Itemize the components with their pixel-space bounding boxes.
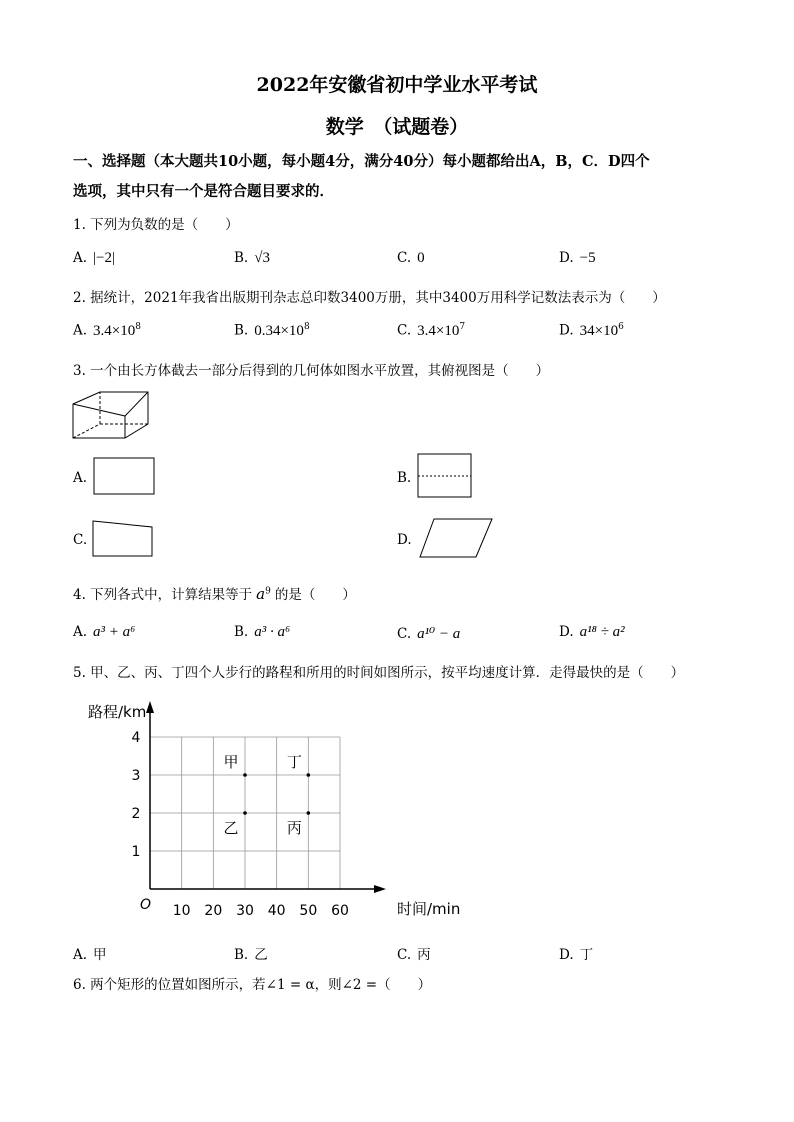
option-value: 0.34×10 xyxy=(254,322,304,339)
option-label: A. xyxy=(73,322,88,339)
question-1-stem: 1. 下列为负数的是（ ） xyxy=(73,217,239,233)
option-b-dashed-rectangle-figure[interactable] xyxy=(417,453,473,499)
data-point-label: 甲 xyxy=(223,753,239,771)
x-axis-arrow xyxy=(374,885,386,893)
option-label: B. xyxy=(234,624,249,640)
option-label: D. xyxy=(559,624,574,640)
option-value: a³ + a⁶ xyxy=(93,624,136,640)
chart-origin-label: O xyxy=(140,897,152,913)
question-1-option-c[interactable] xyxy=(397,250,425,267)
option-value: 3.4×10 xyxy=(93,322,136,339)
option-a-rectangle-figure[interactable] xyxy=(93,457,155,495)
data-point-label: 丁 xyxy=(286,753,302,771)
option-exponent: 7 xyxy=(459,322,466,332)
question-4-stem xyxy=(73,583,356,603)
data-point xyxy=(243,773,247,777)
option-value: a¹⁸ ÷ a² xyxy=(579,624,625,640)
x-tick-label: 30 xyxy=(236,903,254,919)
question-4-option-d[interactable] xyxy=(559,624,625,641)
y-tick-label: 1 xyxy=(131,844,141,860)
question-3-option-d-label[interactable]: D. xyxy=(397,532,412,548)
question-2-option-c[interactable] xyxy=(397,322,465,340)
stem-exponent: 9 xyxy=(265,586,271,597)
question-2-option-b[interactable] xyxy=(234,322,310,340)
question-5-option-d[interactable] xyxy=(559,943,593,963)
option-label: D. xyxy=(559,947,574,963)
option-value: a¹⁰ − a xyxy=(417,626,461,642)
option-value: √3 xyxy=(254,250,270,266)
option-value: 34×10 xyxy=(579,322,619,339)
option-value: 乙 xyxy=(254,947,268,963)
question-1-option-d[interactable] xyxy=(559,250,596,267)
question-5-stem: 5. 甲、乙、丙、丁四个人步行的路程和所用的时间如图所示，按平均速度计算．走得最快的是（ ） xyxy=(73,665,685,681)
chart-y-axis-label: 路程/km xyxy=(88,703,147,721)
question-3-option-c-label[interactable]: C. xyxy=(73,532,88,548)
option-value: 丙 xyxy=(417,947,431,963)
exam-title: 2022年安徽省初中学业水平考试 xyxy=(256,74,538,96)
stem-variable: a xyxy=(256,585,266,603)
question-3-stem: 3. 一个由长方体截去一部分后得到的几何体如图水平放置，其俯视图是（ ） xyxy=(73,363,550,379)
option-label: B. xyxy=(234,250,249,266)
option-value: −5 xyxy=(579,250,596,266)
x-tick-label: 60 xyxy=(331,903,349,919)
question-3-option-a-label[interactable]: A. xyxy=(73,470,88,486)
x-tick-label: 40 xyxy=(267,903,286,919)
x-tick-label: 50 xyxy=(299,903,318,919)
option-value: 丁 xyxy=(579,947,594,963)
option-value: 3.4×10 xyxy=(417,322,460,339)
data-point xyxy=(243,811,247,815)
option-label: B. xyxy=(234,947,249,963)
question-2-stem: 2. 据统计，2021年我省出版期刊杂志总印数3400万册，其中3400万用科学记数法表示为（ ） xyxy=(73,290,666,306)
y-axis-arrow xyxy=(146,701,154,713)
option-label: A. xyxy=(73,947,88,963)
data-point-label: 丙 xyxy=(286,819,302,837)
option-d-parallelogram-figure[interactable] xyxy=(418,517,494,559)
option-exponent: 8 xyxy=(303,322,310,332)
section-heading-line2: 选项，其中只有一个是符合题目要求的． xyxy=(73,183,334,200)
truncated-cuboid-figure xyxy=(70,388,152,442)
stem-text-end: 的是（ ） xyxy=(274,587,356,603)
chart-x-axis-label: 时间/min xyxy=(397,900,461,918)
question-4-option-b[interactable] xyxy=(234,624,290,641)
option-label: A. xyxy=(73,250,88,266)
option-label: C. xyxy=(397,322,412,339)
option-value: 0 xyxy=(417,250,425,266)
option-label: D. xyxy=(559,322,574,339)
question-5-option-b[interactable] xyxy=(234,943,268,963)
option-label: B. xyxy=(234,322,249,339)
section-heading: 一、选择题（本大题共10小题，每小题4分，满分40分）每小题都给出A，B，C．D四个 xyxy=(73,153,650,170)
x-tick-label: 20 xyxy=(204,903,223,919)
data-point-label: 乙 xyxy=(223,819,239,837)
chart-points xyxy=(223,753,310,837)
option-label: A. xyxy=(73,624,88,640)
y-tick-label: 3 xyxy=(131,768,141,784)
exam-subtitle: 数学 （试题卷） xyxy=(325,116,469,138)
question-1-option-b[interactable] xyxy=(234,250,270,267)
stem-text: 4. 下列各式中，计算结果等于 xyxy=(73,587,253,603)
option-value: 甲 xyxy=(93,947,107,963)
question-2-option-d[interactable] xyxy=(559,322,624,340)
question-6-stem: 6. 两个矩形的位置如图所示，若∠1 = α，则∠2 =（ ） xyxy=(73,977,432,993)
x-tick-label: 10 xyxy=(172,903,191,919)
option-value: |−2| xyxy=(93,250,116,266)
y-tick-label: 4 xyxy=(131,730,141,746)
option-label: C. xyxy=(397,250,412,266)
option-exponent: 6 xyxy=(618,322,624,332)
question-2-option-a[interactable] xyxy=(73,322,141,340)
option-exponent: 8 xyxy=(135,322,141,332)
question-3-option-b-label[interactable]: B. xyxy=(397,470,412,486)
question-5-option-c[interactable] xyxy=(397,943,431,963)
option-c-trapezoid-figure[interactable] xyxy=(91,519,155,559)
option-label: C. xyxy=(397,947,412,963)
question-4-option-c[interactable] xyxy=(397,624,460,643)
data-point xyxy=(307,811,311,815)
question-1-option-a[interactable] xyxy=(73,250,115,267)
option-label: C. xyxy=(397,626,412,642)
data-point xyxy=(307,773,311,777)
distance-time-chart xyxy=(70,695,461,925)
option-value: a³ · a⁶ xyxy=(254,624,291,640)
question-4-option-a[interactable] xyxy=(73,624,135,641)
option-label: D. xyxy=(559,250,574,266)
question-5-option-a[interactable] xyxy=(73,943,107,963)
y-tick-label: 2 xyxy=(131,806,141,822)
chart-tick-labels xyxy=(132,730,349,919)
